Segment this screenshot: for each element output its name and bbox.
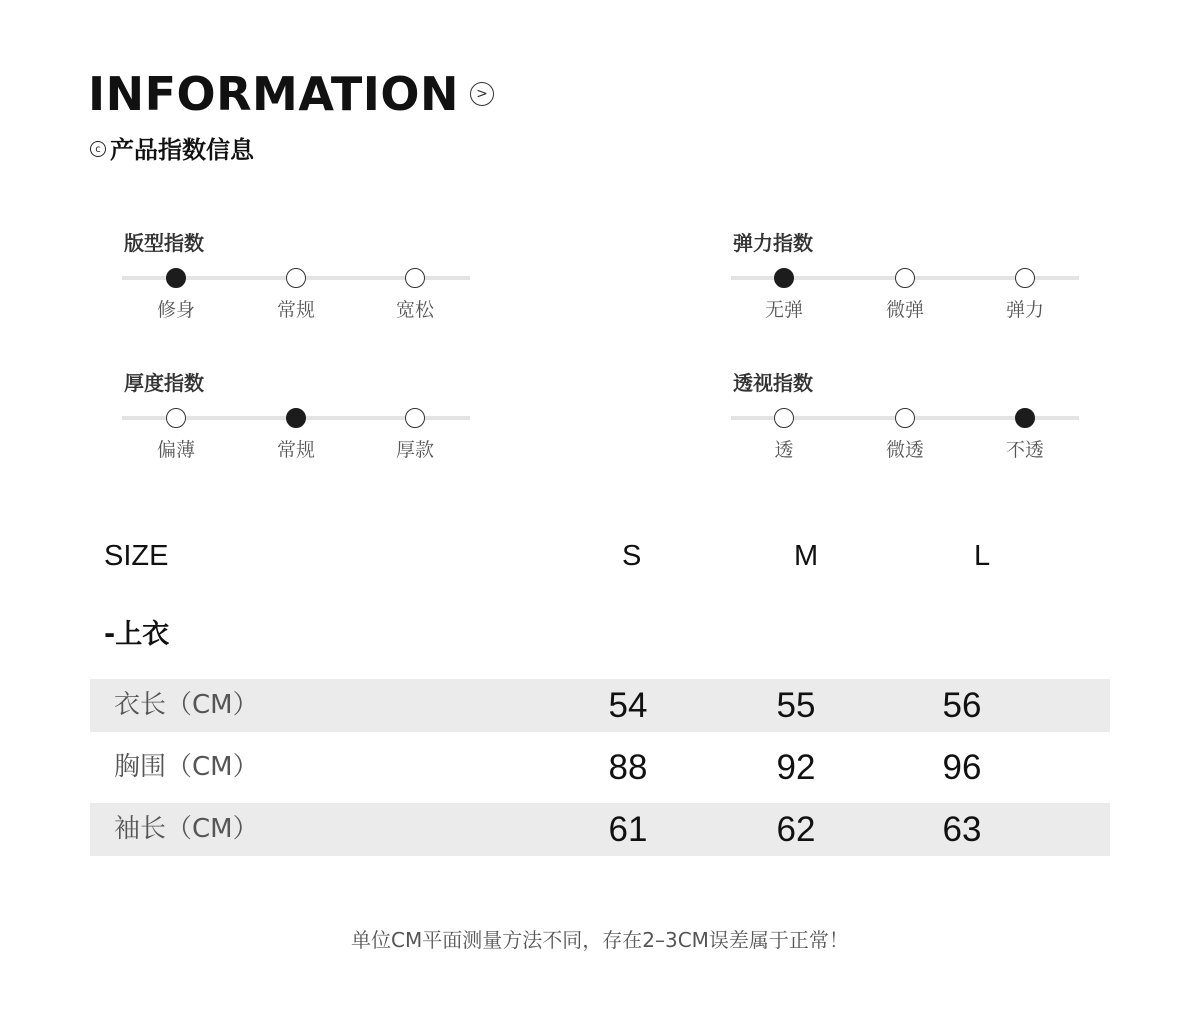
- size-column-l: L: [974, 540, 991, 572]
- index-label: 透视指数: [733, 371, 813, 395]
- index-option: 常规: [276, 439, 315, 461]
- size-heading: SIZE: [104, 540, 169, 572]
- index-label: 版型指数: [124, 231, 204, 255]
- index-option: 厚款: [395, 439, 434, 461]
- index-label: 弹力指数: [733, 231, 813, 255]
- index-fit: [122, 230, 470, 340]
- row-label: 衣长（CM）: [114, 690, 259, 720]
- subtitle: [90, 130, 254, 165]
- index-option: 不透: [1005, 439, 1044, 461]
- index-dot: [1015, 408, 1035, 428]
- index-option: 微弹: [885, 299, 924, 321]
- row-value: 63: [942, 810, 982, 849]
- row-value: 92: [776, 748, 816, 787]
- size-column-m: M: [794, 540, 819, 572]
- index-dot: [405, 408, 425, 428]
- index-option: 微透: [885, 439, 924, 461]
- index-option: 常规: [276, 299, 315, 321]
- section-label: -上衣: [104, 619, 170, 650]
- table-row: [90, 679, 1110, 732]
- index-option: 透: [774, 439, 794, 461]
- index-option: 偏薄: [156, 439, 195, 461]
- index-option: 宽松: [395, 299, 434, 321]
- row-value: 62: [776, 810, 816, 849]
- row-value: 88: [608, 748, 648, 787]
- page-title: INFORMATION: [88, 67, 459, 121]
- row-value: 96: [942, 748, 982, 787]
- row-value: 54: [608, 686, 648, 725]
- index-dot: [895, 268, 915, 288]
- index-option: 修身: [156, 299, 195, 321]
- table-row: [90, 803, 1110, 856]
- index-label: 厚度指数: [124, 371, 204, 395]
- index-transparency: [731, 370, 1079, 480]
- size-column-s: S: [622, 540, 642, 572]
- index-elasticity: [731, 230, 1079, 340]
- index-dot: [895, 408, 915, 428]
- chevron-right-circle-icon: >: [470, 82, 494, 106]
- row-value: 55: [776, 686, 816, 725]
- index-dot: [405, 268, 425, 288]
- index-option: 弹力: [1005, 299, 1044, 321]
- index-dot: [166, 408, 186, 428]
- subtitle-text: 产品指数信息: [110, 136, 254, 164]
- copyright-icon: c: [90, 141, 106, 157]
- index-dot: [166, 268, 186, 288]
- index-option: 无弹: [764, 299, 803, 321]
- index-dot: [286, 408, 306, 428]
- row-value: 61: [608, 810, 648, 849]
- table-row: [90, 741, 1110, 794]
- row-label: 袖长（CM）: [114, 814, 259, 844]
- index-dot: [286, 268, 306, 288]
- row-label: 胸围（CM）: [114, 752, 259, 782]
- index-thickness: [122, 370, 470, 480]
- footnote: 单位CM平面测量方法不同，存在2–3CM误差属于正常！: [351, 928, 849, 952]
- index-dot: [1015, 268, 1035, 288]
- row-value: 56: [942, 686, 982, 725]
- index-dot: [774, 408, 794, 428]
- index-dot: [774, 268, 794, 288]
